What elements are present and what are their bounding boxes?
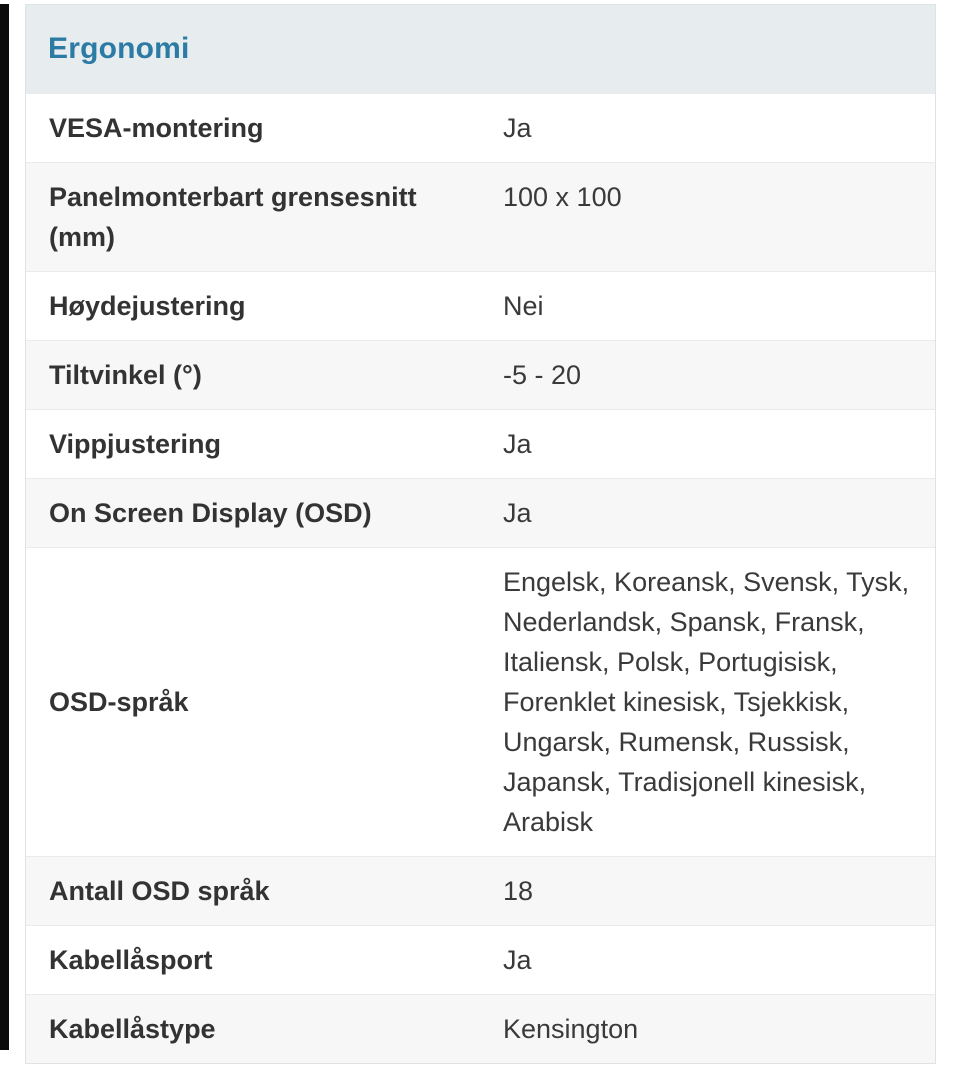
spec-label: Panelmonterbart grensesnitt (mm): [49, 182, 417, 252]
spec-rows: [26, 93, 935, 1063]
spec-row: [26, 93, 935, 162]
spec-row: [26, 340, 935, 409]
spec-label: Tiltvinkel (°): [49, 360, 202, 390]
spec-table-ergonomi: [25, 4, 936, 1064]
spec-label: OSD-språk: [49, 687, 189, 717]
spec-value: Ja: [503, 498, 532, 528]
spec-row: [26, 925, 935, 994]
spec-label: Kabellåstype: [49, 1014, 216, 1044]
spec-row: [26, 856, 935, 925]
spec-label: Kabellåsport: [49, 945, 213, 975]
spec-value: Kensington: [503, 1014, 639, 1044]
spec-label: Vippjustering: [49, 429, 222, 459]
spec-row: [26, 409, 935, 478]
spec-value: Engelsk, Koreansk, Svensk, Tysk, Nederlandsk, Spansk, Fransk, Italiensk, Polsk, Portugisisk, Forenklet kinesisk, Tsjekkisk, Ungarsk, Rumensk, Russisk, Japansk, Tradisjonell kinesisk, Arabisk: [503, 567, 910, 837]
spec-value: Ja: [503, 429, 532, 459]
spec-value: 100 x 100: [503, 182, 622, 212]
spec-label: Høydejustering: [49, 291, 246, 321]
spec-row: [26, 994, 935, 1063]
spec-label: VESA-montering: [49, 113, 264, 143]
spec-value: 18: [503, 876, 534, 906]
spec-row: [26, 478, 935, 547]
spec-value: Ja: [503, 945, 532, 975]
spec-value: Nei: [503, 291, 544, 321]
spec-label: Antall OSD språk: [49, 876, 270, 906]
spec-value: -5 - 20: [503, 360, 582, 390]
spec-value: Ja: [503, 113, 532, 143]
spec-row: [26, 162, 935, 271]
left-edge-bar: [0, 4, 9, 1050]
spec-label: On Screen Display (OSD): [49, 498, 372, 528]
spec-row: [26, 547, 935, 856]
section-header: [26, 5, 935, 93]
spec-row: [26, 271, 935, 340]
section-title: Ergonomi: [48, 32, 190, 65]
